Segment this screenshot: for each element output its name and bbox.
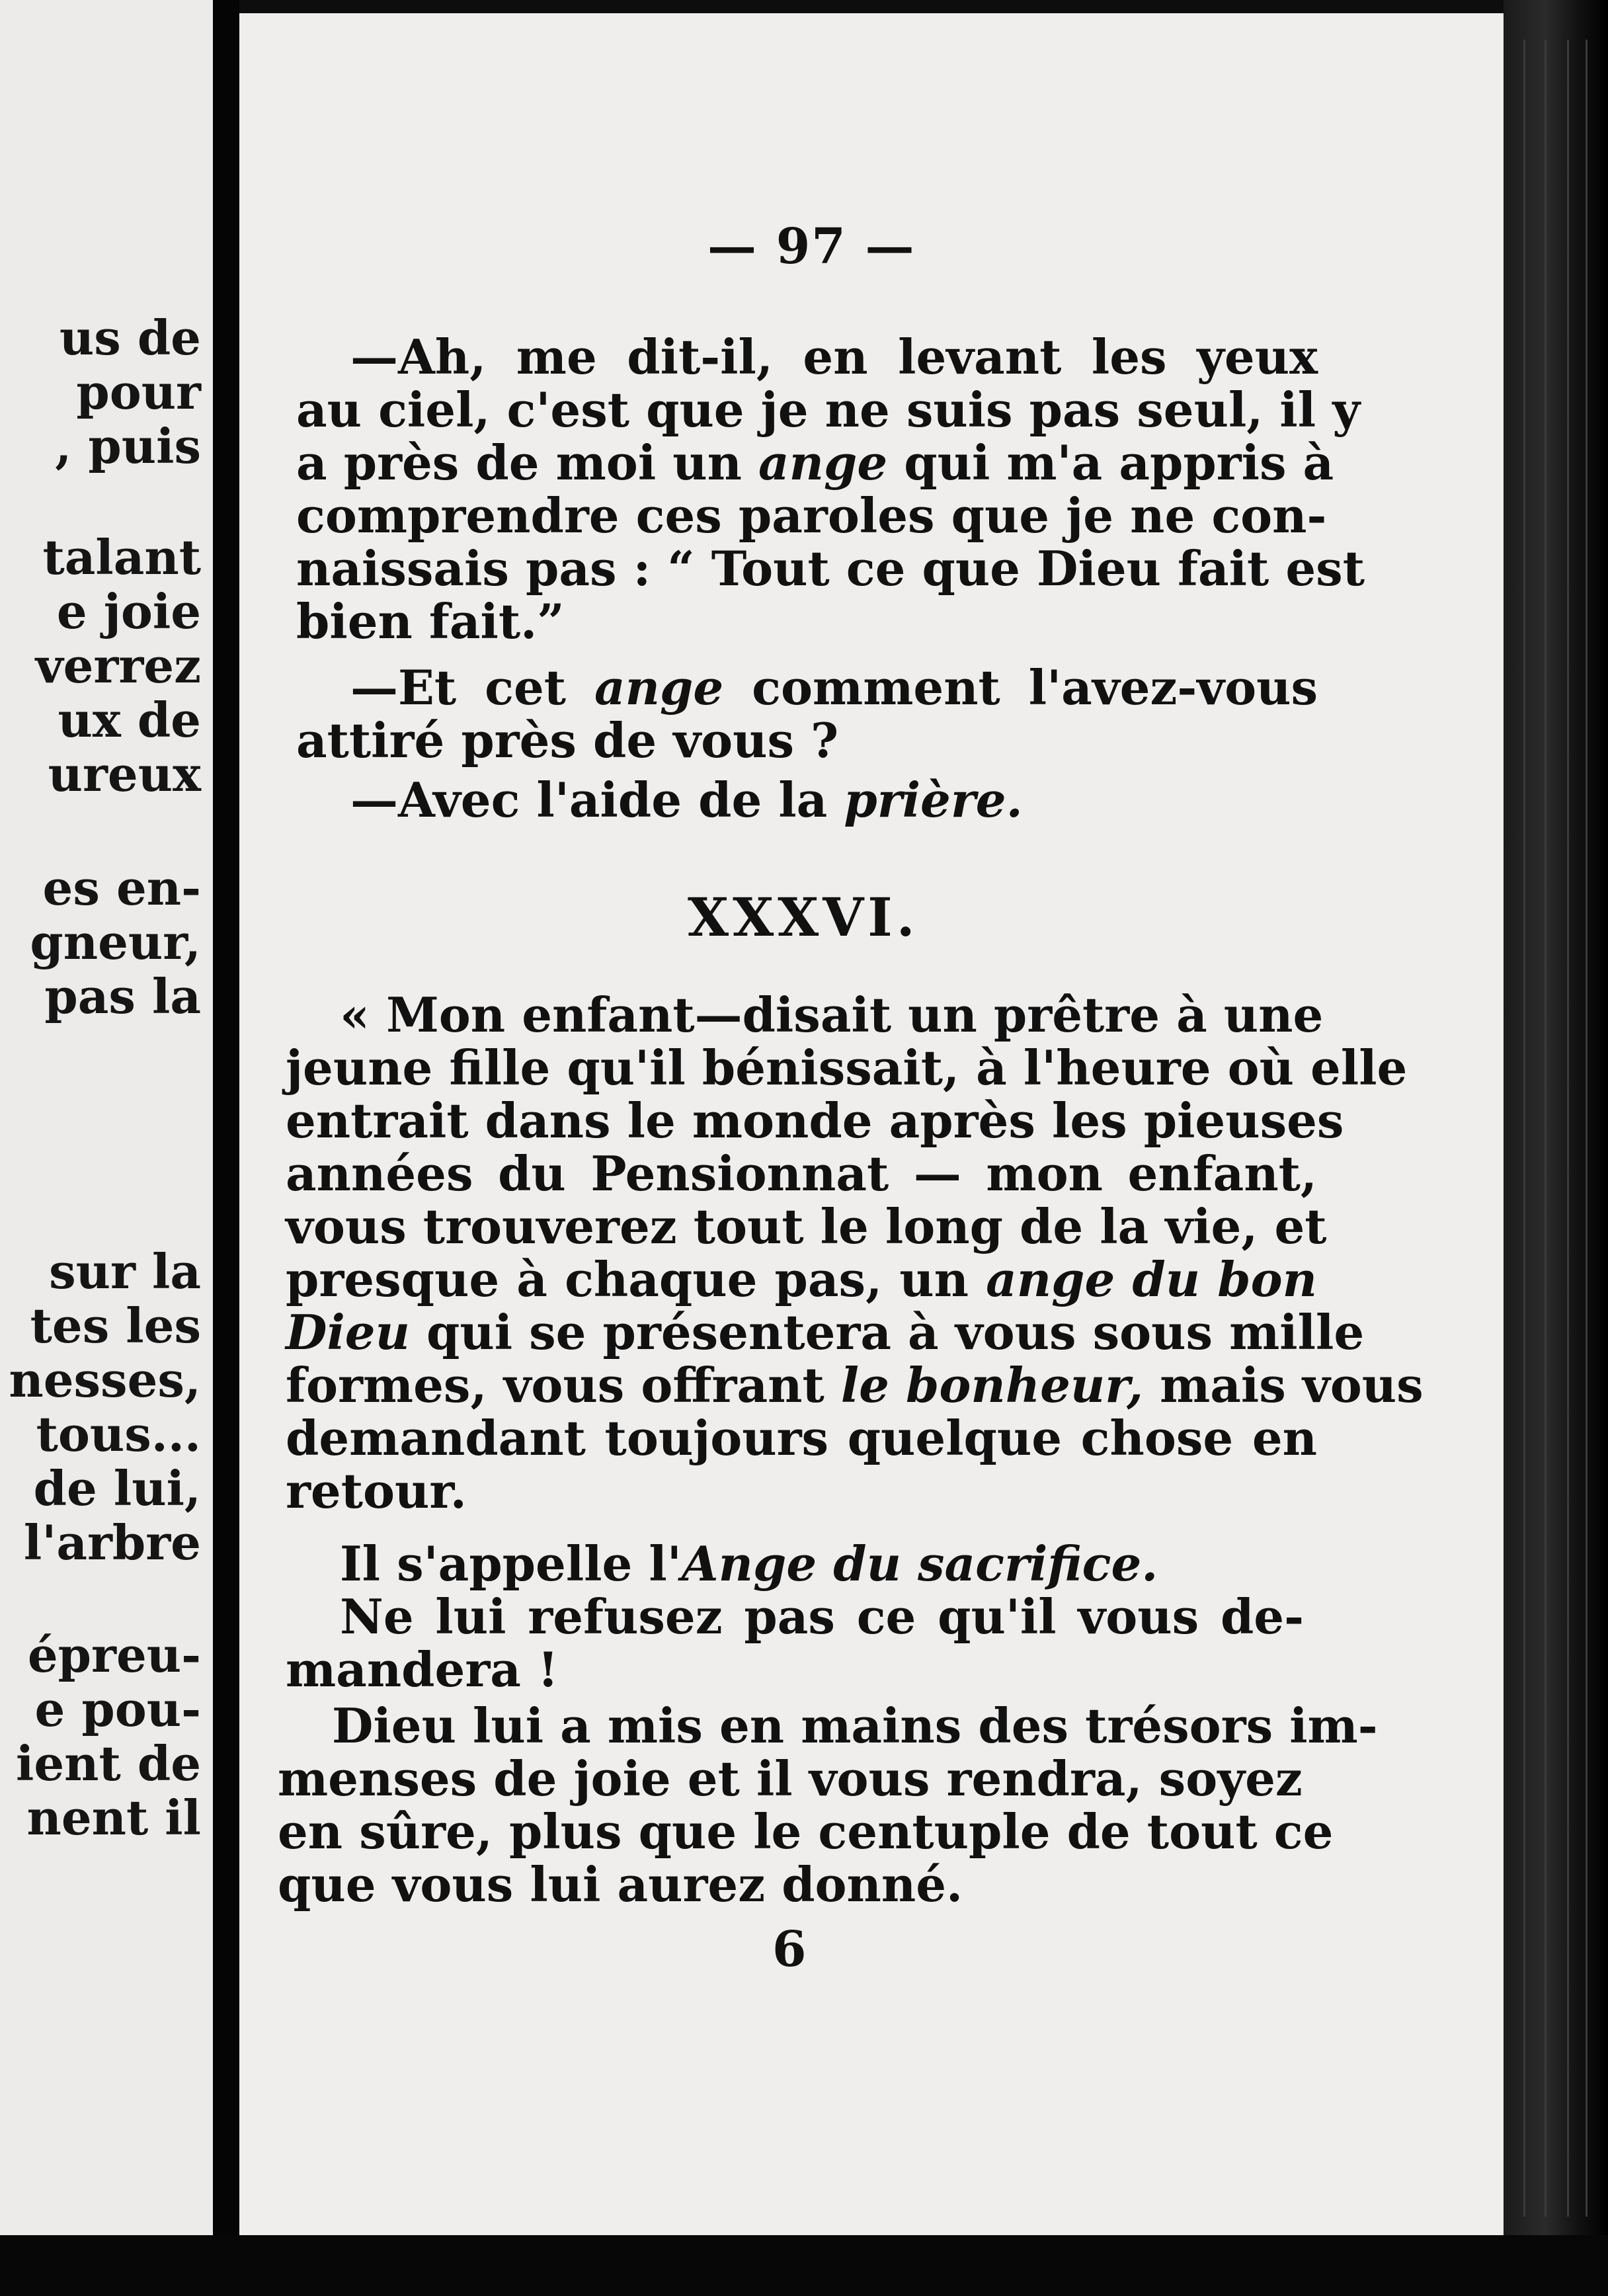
text-line: —Et cet ange comment l'avez-vous — [350, 659, 1318, 716]
text-line: Ne lui refusez pas ce qu'il vous de- — [340, 1588, 1304, 1645]
dialogue-paragraph — [296, 329, 1365, 649]
text-line: jeune fille qu'il bénissait, à l'heure où elle — [286, 1040, 1408, 1096]
book-edge — [1504, 0, 1608, 2296]
left-text-line: épreu- — [27, 1627, 201, 1683]
text-line: au ciel, c'est que je ne suis pas seul, il y — [296, 382, 1361, 438]
text-line: Dieu lui a mis en mains des trésors im- — [332, 1698, 1378, 1754]
book-gutter — [213, 0, 239, 2296]
text-line: naissais pas : “ Tout ce que Dieu fait est — [296, 540, 1365, 596]
left-text-line: verrez — [35, 637, 201, 694]
page-number: — 97 — — [707, 218, 916, 275]
text-line: vous trouverez tout le long de la vie, et — [286, 1198, 1327, 1254]
text-line: attiré près de vous ? — [296, 712, 839, 768]
text-line: menses de joie et il vous rendra, soyez — [278, 1750, 1303, 1807]
text-line: —Ah, me dit-il, en levant les yeux — [350, 329, 1318, 385]
text-line: mandera ! — [286, 1641, 559, 1698]
dialogue-paragraph — [296, 661, 1318, 767]
signature-mark: 6 — [772, 1921, 807, 1978]
dialogue-paragraph — [296, 774, 1318, 827]
text-line: formes, vous offrant le bonheur, mais vous — [286, 1357, 1424, 1413]
text-line: demandant toujours quelque chose en — [286, 1410, 1317, 1466]
left-text-line: , puis — [55, 418, 201, 474]
left-text-line: ureux — [48, 746, 201, 802]
previous-page-fragment — [0, 0, 213, 2235]
text-line: —Avec l'aide de la prière. — [350, 772, 1023, 828]
text-line: a près de moi un ange qui m'a appris à — [296, 434, 1334, 491]
text-line: que vous lui aurez donné. — [278, 1856, 963, 1912]
italic-phrase: ange du bon — [986, 1251, 1317, 1307]
text-line: bien fait.” — [296, 593, 565, 649]
text-line: années du Pensionnat — mon enfant, — [286, 1145, 1317, 1202]
left-text-line: e pou- — [34, 1681, 201, 1737]
left-text-line: pour — [76, 364, 201, 420]
left-text-line: nesses, — [9, 1352, 201, 1408]
italic-word: ange — [758, 434, 888, 491]
left-text-line: talant — [42, 529, 201, 585]
section-heading: XXXVI. — [688, 886, 919, 948]
italic-word: prière. — [844, 772, 1023, 828]
body-paragraph — [286, 1590, 1304, 1696]
italic-word: ange — [594, 659, 724, 716]
left-text-line: e joie — [56, 583, 201, 639]
italic-word: Dieu — [286, 1304, 410, 1360]
body-paragraph — [286, 1538, 1317, 1590]
text-line: entrait dans le monde après les pieuses — [286, 1092, 1344, 1149]
left-text-line: tous... — [36, 1406, 201, 1462]
left-text-line: ux de — [58, 692, 201, 748]
left-text-line: sur la — [49, 1243, 201, 1299]
text-line: retour. — [286, 1463, 467, 1519]
text-line: Il s'appelle l'Ange du sacrifice. — [340, 1536, 1158, 1592]
left-text-line: us de — [59, 309, 201, 366]
italic-phrase: Ange du sacrifice. — [681, 1536, 1158, 1592]
left-text-line: nent il — [26, 1789, 201, 1846]
text-line: presque à chaque pas, un ange du bon — [286, 1251, 1317, 1307]
text-line: comprendre ces paroles que je ne con- — [296, 487, 1327, 544]
left-text-line: es en- — [42, 860, 201, 916]
text-line: en sûre, plus que le centuple de tout ce — [278, 1803, 1334, 1860]
left-text-line: tes les — [30, 1297, 201, 1354]
body-paragraph — [278, 1698, 1378, 1912]
background-bottom — [0, 2235, 1608, 2296]
left-text-line: gneur, — [30, 914, 201, 970]
left-text-line: pas la — [44, 968, 201, 1024]
left-text-line: l'arbre — [23, 1514, 201, 1571]
italic-phrase: le bonheur, — [840, 1357, 1144, 1413]
left-text-line: de lui, — [33, 1460, 201, 1516]
text-line: « Mon enfant—disait un prêtre à une — [340, 987, 1324, 1043]
left-text-line: ient de — [16, 1735, 201, 1791]
body-paragraph — [286, 987, 1424, 1519]
text-line: Dieu qui se présentera à vous sous mille — [286, 1304, 1365, 1360]
